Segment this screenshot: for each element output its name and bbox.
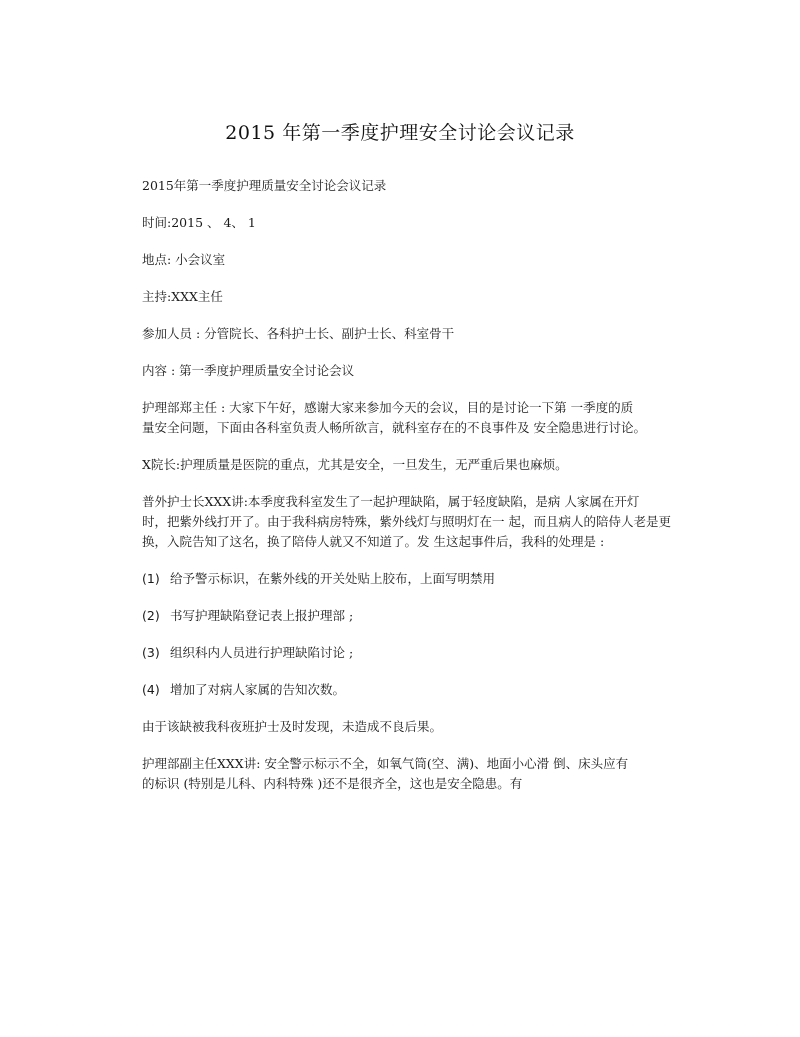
paragraph-outcome: 由于该缺被我科夜班护士及时发现，未造成不良后果。 [142, 719, 443, 734]
list-item-text: 书写护理缺陷登记表上报护理部 ; [170, 608, 354, 623]
document-body [142, 176, 671, 794]
list-item [142, 643, 662, 663]
paragraph-line: 普外护士长XXX讲:本季度我科室发生了一起护理缺陷，属于轻度缺陷，是病 人家属在开灯 [142, 494, 640, 509]
document-title: 2015 年第一季度护理安全讨论会议记录 [225, 122, 575, 144]
list-item [142, 606, 662, 626]
paragraph-line: 的标识 (特别是儿科、内科特殊 )还不是很齐全，这也是安全隐患。有 [142, 776, 523, 791]
place-line: 地点: 小会议室 [142, 252, 226, 267]
topic-line: 内容 : 第一季度护理质量安全讨论会议 [142, 363, 355, 378]
list-item-text: 增加了对病人家属的告知次数。 [170, 682, 346, 697]
paragraph-line: 护理部副主任XXX讲: 安全警示标示不全，如氧气筒(空、满)、地面小心滑 倒、床头应有 [142, 756, 629, 771]
list-item [142, 680, 662, 700]
list-item-text: 给予警示标识，在紫外线的开关处贴上胶布，上面写明禁用 [170, 571, 496, 586]
list-item-number: (1) [142, 571, 160, 586]
list-item [142, 569, 662, 589]
list-item-number: (2) [142, 608, 160, 623]
paragraph-director-zheng [142, 398, 662, 438]
paragraph-dean: X院长:护理质量是医院的重点，尤其是安全，一旦发生，无严重后果也麻烦。 [142, 457, 568, 472]
paragraph-line: 时，把紫外线打开了。由于我科病房特殊，紫外线灯与照明灯在一 起，而且病人的陪侍人老是更 [142, 514, 671, 529]
paragraph-line: 量安全问题，下面由各科室负责人畅所欲言，就科室存在的不良事件及 安全隐患进行讨论。 [142, 420, 646, 435]
paragraph-deputy-director [142, 754, 662, 794]
list-item-text: 组织科内人员进行护理缺陷讨论 ; [170, 645, 354, 660]
paragraph-head-nurse [142, 492, 671, 552]
paragraph-line: 换，入院告知了这名，换了陪侍人就又不知道了。发 生这起事件后，我科的处理是 : [142, 534, 605, 549]
attendees-line: 参加人员 : 分管院长、各科护士长、副护士长、科室骨干 [142, 326, 455, 341]
host-line: 主持:XXX主任 [142, 289, 223, 304]
subtitle-line: 2015年第一季度护理质量安全讨论会议记录 [142, 178, 387, 193]
time-line: 时间:2015 、 4、 1 [142, 215, 256, 230]
list-item-number: (3) [142, 645, 160, 660]
paragraph-line: 护理部郑主任 : 大家下午好，感谢大家来参加今天的会议，目的是讨论一下第 一季度的质 [142, 400, 634, 415]
list-item-number: (4) [142, 682, 160, 697]
